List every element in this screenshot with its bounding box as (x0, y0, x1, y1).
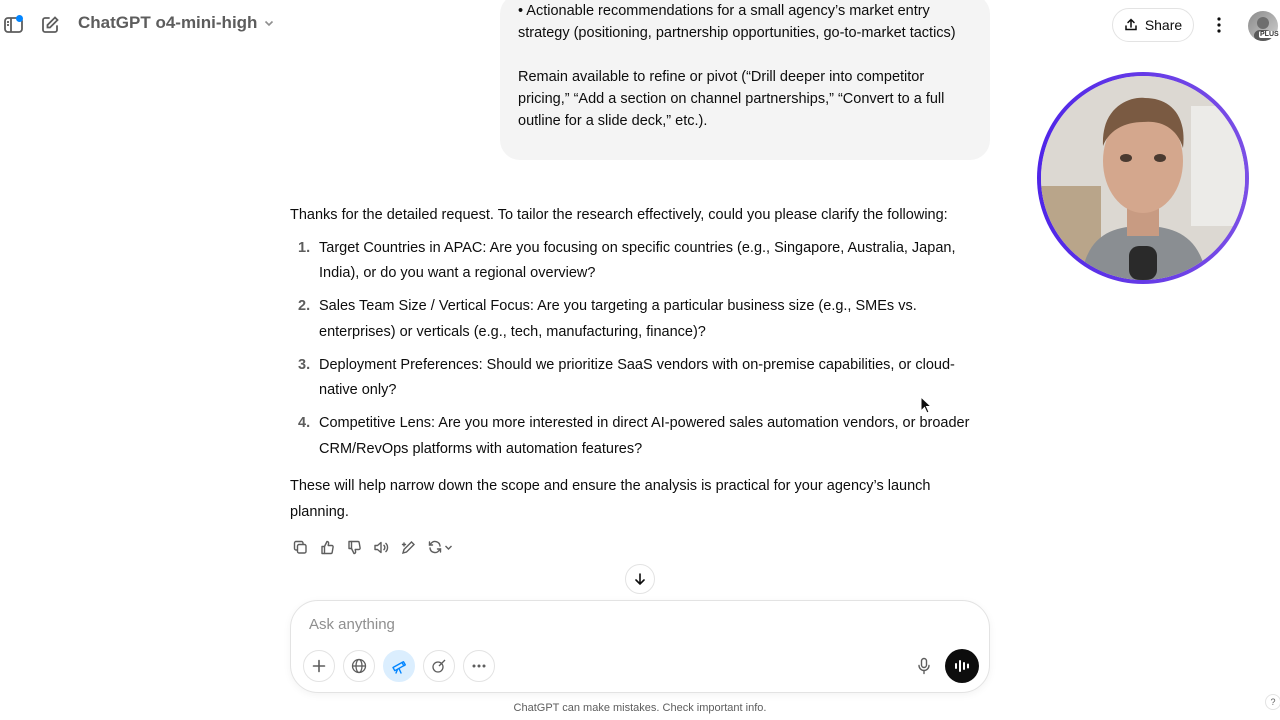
assistant-outro: These will help narrow down the scope and ensure the analysis is practical for your agency’s launch planning. (290, 478, 931, 520)
list-item: 1. Target Countries in APAC: Are you focusing on specific countries (e.g., Singapore, Australia, Japan, India), or do you want a regional overview? (298, 239, 956, 281)
scroll-to-bottom-button[interactable] (625, 564, 655, 594)
new-chat-icon[interactable] (36, 11, 64, 39)
assistant-intro: Thanks for the detailed request. To tailor the research effectively, could you please clarify the following: (290, 207, 948, 223)
deep-research-button[interactable] (383, 650, 415, 682)
user-message-line: Remain available to refine or pivot (“Drill deeper into competitor pricing,” “Add a section on channel partnerships,” “Convert to a full outline for a slide deck,” etc.). (518, 69, 945, 129)
share-icon (1124, 18, 1138, 32)
telescope-icon (391, 658, 407, 674)
more-options-icon[interactable] (1205, 11, 1233, 39)
read-aloud-icon[interactable] (369, 536, 393, 558)
attach-button[interactable] (303, 650, 335, 682)
chevron-down-icon (444, 543, 453, 552)
globe-icon (351, 658, 367, 674)
arrow-down-icon (633, 572, 647, 586)
image-create-button[interactable] (423, 650, 455, 682)
regenerate-icon (428, 540, 442, 554)
copy-icon[interactable] (288, 536, 312, 558)
plan-badge: PLUS (1260, 31, 1279, 38)
ellipsis-icon (472, 664, 486, 668)
mouse-cursor-icon (920, 396, 932, 414)
regenerate-button[interactable] (423, 536, 457, 558)
webcam-video (1041, 76, 1245, 280)
model-name: ChatGPT o4-mini-high (78, 13, 258, 32)
thumbs-up-icon[interactable] (315, 536, 339, 558)
voice-wave-icon (953, 658, 971, 674)
voice-mode-button[interactable] (945, 649, 979, 683)
webcam-overlay (1037, 72, 1249, 284)
clarification-list (290, 236, 990, 463)
thumbs-down-icon[interactable] (342, 536, 366, 558)
message-composer (290, 600, 990, 693)
list-item: 2. Sales Team Size / Vertical Focus: Are you targeting a particular business size (e.g., SMEs vs. enterprises) or verticals (e.g., tech, manufacturing, finance)? (298, 298, 917, 340)
help-button[interactable]: ? (1265, 694, 1280, 710)
list-item: 3. Deployment Preferences: Should we prioritize SaaS vendors with on-premise capabilities, or cloud-native only? (298, 356, 955, 398)
message-actions (288, 536, 457, 558)
notification-dot (16, 15, 23, 22)
share-label: Share (1144, 17, 1183, 33)
edit-canvas-icon[interactable] (396, 536, 420, 558)
assistant-message (290, 203, 990, 525)
microphone-icon (917, 657, 931, 675)
search-web-button[interactable] (343, 650, 375, 682)
dictate-button[interactable] (908, 650, 940, 682)
user-message-bubble (500, 0, 990, 160)
more-tools-button[interactable] (463, 650, 495, 682)
disclaimer-text: ChatGPT can make mistakes. Check important info. (513, 702, 767, 714)
model-selector[interactable] (78, 13, 275, 33)
message-input[interactable] (309, 616, 949, 633)
chevron-down-icon (263, 17, 275, 29)
plus-icon (312, 659, 326, 673)
list-item: 4. Competitive Lens: Are you more interested in direct AI-powered sales automation vendors, or broader CRM/RevOps platforms with automation features? (298, 415, 970, 457)
sidebar-toggle-icon[interactable] (0, 11, 28, 39)
brush-icon (431, 658, 447, 674)
share-button[interactable] (1112, 8, 1194, 42)
user-message-line: • Actionable recommendations for a small agency’s market entry strategy (positioning, partnership opportunities, go-to-market tactics) (518, 3, 956, 41)
